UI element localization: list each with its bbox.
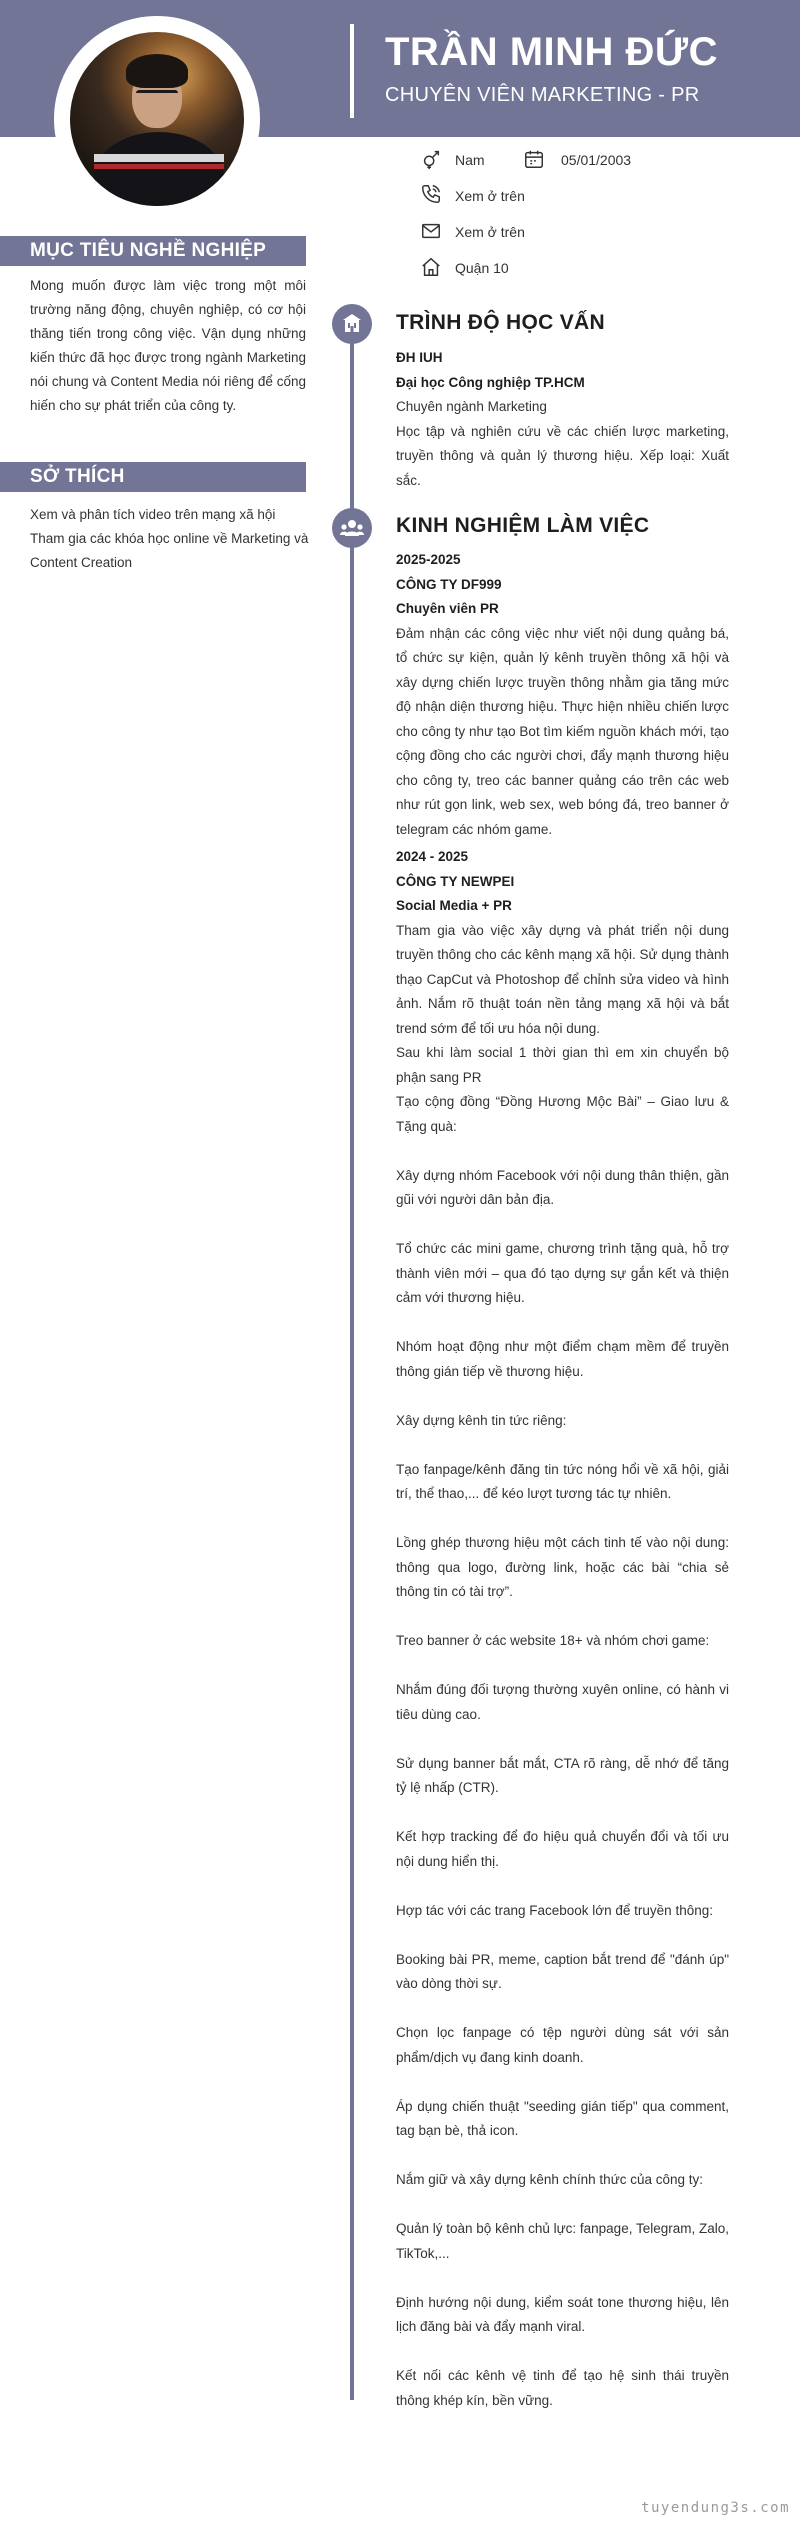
- job-paragraph: Nắm giữ và xây dựng kênh chính thức của công ty:: [396, 2172, 704, 2187]
- job-company: CÔNG TY DF999: [396, 576, 502, 592]
- hobbies-list: [30, 503, 310, 575]
- header-divider: [350, 24, 354, 118]
- candidate-name: TRẦN MINH ĐỨC: [385, 30, 718, 74]
- school-short: ĐH IUH: [396, 350, 443, 365]
- paragraph-gap: [396, 1213, 729, 1238]
- job-paragraph: Định hướng nội dung, kiểm soát tone thương hiệu, lên lịch đăng bài và đẩy mạnh viral.: [396, 2294, 729, 2334]
- job-period: 2024 - 2025: [396, 849, 469, 864]
- paragraph-gap: [396, 1433, 729, 1458]
- paragraph-gap: [396, 1801, 729, 1826]
- calendar-icon: [523, 148, 545, 170]
- job-paragraph: Tạo cộng đồng “Đồng Hương Mộc Bài” – Giao lưu & Tặng quà:: [396, 1094, 729, 1134]
- email-value: Xem ở trên: [455, 224, 525, 240]
- job-company: CÔNG TY NEWPEI: [396, 873, 515, 889]
- job-paragraph: Kết nối các kênh vệ tinh để tạo hệ sinh thái truyền thông khép kín, bền vững.: [396, 2368, 729, 2408]
- job-paragraph: Hợp tác với các trang Facebook lớn để truyền thông:: [396, 1902, 713, 1918]
- school-full: Đại học Công nghiệp TP.HCM: [396, 374, 585, 390]
- objective-heading: MỤC TIÊU NGHỀ NGHIỆP: [0, 236, 306, 266]
- job-paragraph: Lồng ghép thương hiệu một cách tinh tế vào nội dung: thông qua logo, đường link, hoặc các bài “chia sẻ thông tin có tài trợ”.: [396, 1535, 729, 1599]
- experience-heading: KINH NGHIỆM LÀM VIỆC: [396, 514, 650, 537]
- paragraph-gap: [396, 2070, 729, 2095]
- job-2: [396, 845, 729, 2413]
- paragraph-gap: [396, 2266, 729, 2291]
- job-role: Chuyên viên PR: [396, 601, 499, 616]
- phone-value: Xem ở trên: [455, 188, 525, 204]
- major: Chuyên ngành Marketing: [396, 399, 547, 414]
- job-paragraph: Quản lý toàn bộ kênh chủ lực: fanpage, Telegram, Zalo, TikTok,...: [396, 2221, 729, 2261]
- paragraph-gap: [396, 1874, 729, 1899]
- experience-icon: [332, 508, 372, 548]
- job-paragraph: Chọn lọc fanpage có tệp người dùng sát với sản phẩm/dịch vụ đang kinh doanh.: [396, 2025, 729, 2065]
- paragraph-gap: [396, 2193, 729, 2218]
- paragraph-gap: [396, 1727, 729, 1752]
- paragraph-gap: [396, 1997, 729, 2022]
- paragraph-gap: [396, 2340, 729, 2365]
- paragraph-gap: [396, 1923, 729, 1948]
- job-paragraph: Áp dụng chiến thuật "seeding gián tiếp" qua comment, tag bạn bè, thả icon.: [396, 2098, 729, 2138]
- job-paragraph: Tham gia vào việc xây dựng và phát triển nội dung truyền thông cho các kênh mạng xã hội. Sử dụng thành thạo CapCut và Photoshop để chỉnh sửa video và hình ảnh. Nắm rõ thuật toán nền tảng mạng xã hội và bắt trend sớm để tối ưu hóa nội dung.: [396, 922, 729, 1036]
- paragraph-gap: [396, 1139, 729, 1164]
- gender-icon: [420, 148, 442, 170]
- paragraph-gap: [396, 1507, 729, 1532]
- job-paragraphs: [396, 919, 729, 2414]
- job-paragraph: Booking bài PR, meme, caption bắt trend để "đánh úp" vào dòng thời sự.: [396, 1951, 729, 1991]
- job-description: Đảm nhận các công việc như viết nội dung quảng bá, tổ chức sự kiện, quản lý kênh truyền thông xã hội và xây dựng chiến lược truyền thông nhằm gia tăng mức độ nhận diện thương hiệu. Thực hiện nhiều chiến lược cho công ty như tạo Bot tìm kiếm nguồn khách mới, tạo cộng đồng cho các người chơi, đẩy mạnh thương hiệu cho công ty, treo các banner quảng cáo trên các web như rút gọn link, web sex, web bóng đá, treo banner ở telegram các nhóm game.: [396, 625, 729, 837]
- job-paragraph: Xây dựng kênh tin tức riêng:: [396, 1412, 567, 1428]
- gender-value: Nam: [455, 152, 485, 168]
- education-block: [396, 346, 729, 493]
- objective-text: Mong muốn được làm việc trong một môi trường năng động, chuyên nghiệp, có cơ hội thăng tiến trong công việc. Vận dụng những kiến thức đã học được trong ngành Marketing nói chung và Content Media nói riêng để cống hiến cho sự phát triển của công ty.: [30, 278, 306, 413]
- education-description: Học tập và nghiên cứu về các chiến lược marketing, truyền thông và quản lý thương hiệu. Xếp loại: Xuất sắc.: [396, 423, 729, 488]
- education-icon: [332, 304, 372, 344]
- paragraph-gap: [396, 1384, 729, 1409]
- job-paragraph: Nhóm hoạt động như một điểm chạm mềm để truyền thông gián tiếp về thương hiệu.: [396, 1339, 729, 1379]
- job-title: CHUYÊN VIÊN MARKETING - PR: [385, 84, 700, 106]
- watermark: tuyendung3s.com: [641, 2500, 790, 2516]
- paragraph-gap: [396, 1605, 729, 1630]
- job-paragraph: Kết hợp tracking để đo hiệu quả chuyển đổi và tối ưu nội dung hiển thị.: [396, 1829, 729, 1869]
- job-period: 2025-2025: [396, 552, 461, 567]
- home-icon: [420, 256, 442, 278]
- paragraph-gap: [396, 2144, 729, 2169]
- phone-icon: [420, 183, 442, 205]
- hobbies-heading: SỞ THÍCH: [0, 462, 306, 492]
- job-paragraph: Nhắm đúng đối tượng thường xuyên online, có hành vi tiêu dùng cao.: [396, 1682, 729, 1722]
- job-paragraph: Sau khi làm social 1 thời gian thì em xin chuyển bộ phận sang PR: [396, 1045, 729, 1085]
- job-paragraph: Treo banner ở các website 18+ và nhóm chơi game:: [396, 1633, 710, 1648]
- paragraph-gap: [396, 1311, 729, 1336]
- timeline-line: [350, 318, 354, 2400]
- education-heading: TRÌNH ĐỘ HỌC VẤN: [396, 311, 605, 334]
- job-1: [396, 548, 729, 842]
- paragraph-gap: [396, 1654, 729, 1679]
- job-paragraph: Tạo fanpage/kênh đăng tin tức nóng hổi về xã hội, giải trí, thể thao,... để kéo lượt tương tác tự nhiên.: [396, 1461, 729, 1501]
- job-paragraph: Sử dụng banner bắt mắt, CTA rõ ràng, dễ nhớ để tăng tỷ lệ nhấp (CTR).: [396, 1755, 729, 1795]
- avatar: [70, 32, 244, 206]
- job-role: Social Media + PR: [396, 898, 512, 913]
- job-paragraph: Xây dựng nhóm Facebook với nội dung thân thiện, gần gũi với người dân bản địa.: [396, 1167, 729, 1207]
- hobby-item: Xem và phân tích video trên mạng xã hội: [30, 507, 276, 522]
- hobby-item: Tham gia các khóa học online về Marketing và Content Creation: [30, 531, 309, 570]
- mail-icon: [420, 220, 442, 242]
- birthday-value: 05/01/2003: [561, 152, 632, 168]
- job-paragraph: Tổ chức các mini game, chương trình tặng quà, hỗ trợ thành viên mới – qua đó tạo dựng sự gắn kết và thiện cảm với thương hiệu.: [396, 1241, 729, 1305]
- address-value: Quận 10: [455, 260, 509, 276]
